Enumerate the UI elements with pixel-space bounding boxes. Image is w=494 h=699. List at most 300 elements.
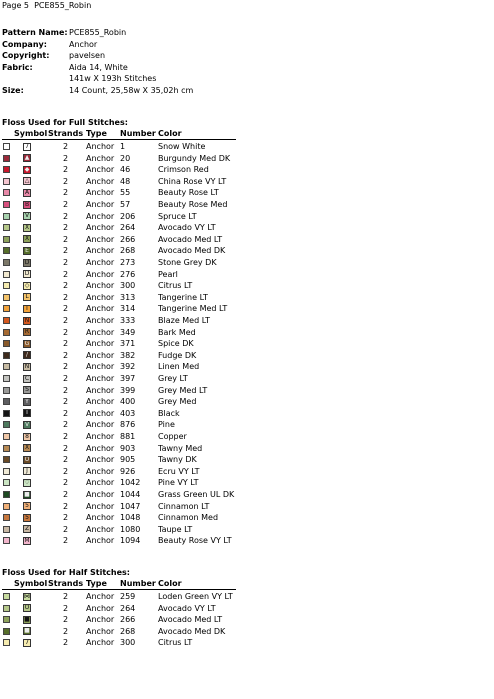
floss-row: [0, 373, 494, 385]
color-swatch: [3, 294, 10, 301]
color-swatch: [3, 259, 10, 266]
type-value: Anchor: [86, 420, 115, 430]
color-name: China Rose VY LT: [158, 176, 227, 186]
strands-value: 2: [63, 350, 69, 360]
color-name: Spice DK: [158, 339, 194, 349]
floss-row: [0, 338, 494, 350]
color-swatch: [3, 155, 10, 162]
stitch-symbol: 5: [23, 502, 31, 510]
color-swatch: [3, 178, 10, 185]
stitch-symbol: ◆: [24, 165, 30, 173]
type-value: Anchor: [86, 385, 115, 395]
stitch-symbol: I: [23, 409, 31, 417]
number-column-header: Number: [120, 129, 156, 138]
floss-row: [0, 408, 494, 420]
color-name: Loden Green VY LT: [158, 592, 233, 601]
type-value: Anchor: [86, 281, 115, 291]
color-name: Cinnamon LT: [158, 501, 210, 511]
floss-row: [0, 385, 494, 397]
color-swatch: [3, 236, 10, 243]
stitch-symbol: 8: [23, 433, 31, 441]
strands-value: 2: [63, 292, 69, 302]
color-swatch: [3, 387, 10, 394]
color-swatch: [3, 271, 10, 278]
stitch-symbol: /: [23, 351, 31, 359]
stitch-symbol: X: [24, 235, 30, 243]
type-value: Anchor: [86, 478, 115, 488]
number-value: 268: [120, 626, 136, 636]
strands-value: 2: [63, 490, 69, 499]
strands-value: 2: [63, 524, 69, 534]
type-value: Anchor: [86, 223, 115, 233]
number-value: 1044: [120, 490, 141, 499]
color-name: Tangerine LT: [158, 292, 208, 302]
header-underline: [2, 589, 236, 590]
strands-value: 2: [63, 200, 69, 209]
color-name: Grass Green UL DK: [158, 490, 235, 499]
color-swatch: [3, 445, 10, 452]
color-name: Spruce LT: [158, 211, 197, 221]
stitch-symbol: J: [23, 467, 31, 475]
strands-value: 2: [63, 455, 69, 465]
color-swatch: [3, 282, 10, 289]
type-value: Anchor: [86, 292, 115, 302]
color-swatch: [3, 526, 10, 533]
color-name: Avocado VY LT: [158, 223, 216, 233]
color-swatch: [3, 537, 10, 544]
color-name: Avocado Med DK: [158, 626, 226, 636]
strands-value: 2: [63, 443, 69, 453]
stitch-symbol: D: [24, 270, 30, 278]
type-value: Anchor: [86, 466, 115, 476]
floss-row: [0, 350, 494, 362]
color-name: Beauty Rose Med: [158, 200, 228, 209]
number-column-header: Number: [120, 579, 156, 588]
color-name: Stone Grey DK: [158, 258, 217, 267]
color-name: Pine VY LT: [158, 478, 199, 488]
color-name: Cinnamon Med: [158, 513, 219, 523]
floss-row: [0, 164, 494, 176]
strands-value: 2: [63, 153, 69, 163]
type-value: Anchor: [86, 615, 115, 625]
stitch-symbol: ■: [24, 627, 30, 635]
floss-row: [0, 603, 494, 615]
stitch-symbol: Y: [23, 398, 31, 406]
floss-row: [0, 591, 494, 603]
strands-value: 2: [63, 176, 69, 186]
info-value: 141w X 193h Stitches: [69, 74, 157, 83]
color-swatch: [3, 605, 10, 612]
strands-value: 2: [63, 339, 69, 349]
type-value: Anchor: [86, 211, 115, 221]
strands-value: 2: [63, 223, 69, 233]
color-name: Copper: [158, 432, 187, 441]
symbol-column-header: Symbol: [14, 129, 48, 138]
strands-value: 2: [63, 385, 69, 395]
floss-row: [0, 303, 494, 315]
floss-row: [0, 234, 494, 246]
stitch-symbol: N: [24, 316, 30, 324]
number-value: 48: [120, 176, 131, 186]
color-column-header: Color: [158, 129, 182, 138]
number-value: 1048: [120, 513, 141, 523]
color-name: Tawny Med: [158, 443, 203, 453]
number-value: 314: [120, 304, 136, 314]
pattern-title: PCE855_Robin: [34, 1, 92, 10]
info-value: PCE855_Robin: [69, 28, 127, 37]
strands-value: 2: [63, 615, 69, 625]
floss-row: [0, 211, 494, 223]
type-value: Anchor: [86, 142, 115, 151]
number-value: 1094: [120, 536, 141, 546]
number-value: 46: [120, 165, 131, 175]
color-swatch: [3, 468, 10, 475]
stitch-symbol: Z: [24, 525, 30, 533]
number-value: 397: [120, 374, 136, 383]
stitch-symbol: 5: [23, 514, 31, 522]
color-swatch: [3, 201, 10, 208]
color-swatch: [3, 593, 10, 600]
color-name: Grey Med: [158, 397, 197, 407]
color-swatch: [3, 340, 10, 347]
floss-row: [0, 431, 494, 443]
stitch-symbol: ♡: [24, 478, 30, 486]
page-header: [2, 1, 91, 10]
floss-row: [0, 245, 494, 257]
stitch-symbol: S: [23, 386, 31, 394]
strands-value: 2: [63, 304, 69, 314]
color-name: Tangerine Med LT: [158, 304, 228, 314]
color-name: Avocado VY LT: [158, 603, 216, 613]
type-column-header: Type: [86, 579, 107, 588]
number-value: 1: [120, 142, 126, 151]
type-value: Anchor: [86, 455, 115, 465]
number-value: 392: [120, 362, 136, 372]
stitch-symbol: 7: [23, 639, 31, 647]
type-value: Anchor: [86, 234, 115, 244]
number-value: 313: [120, 292, 136, 302]
type-value: Anchor: [86, 304, 115, 314]
stitch-symbol: V: [24, 212, 30, 220]
stitch-symbol: ▲: [24, 154, 30, 162]
info-value: pavelsen: [69, 51, 106, 60]
section-title: Floss Used for Full Stitches:: [2, 118, 128, 127]
stitch-symbol: A: [24, 188, 30, 196]
strands-value: 2: [63, 281, 69, 291]
number-value: 300: [120, 281, 136, 291]
color-name: Taupe LT: [158, 524, 193, 534]
type-value: Anchor: [86, 374, 115, 383]
stitch-symbol: C: [24, 374, 30, 382]
strands-value: 2: [63, 142, 69, 151]
stitch-symbol: 7: [23, 143, 31, 151]
floss-row: [0, 176, 494, 188]
floss-row: [0, 419, 494, 431]
floss-row: [0, 222, 494, 234]
number-value: 266: [120, 234, 136, 244]
floss-row: [0, 524, 494, 536]
number-value: 400: [120, 397, 136, 407]
color-swatch: [3, 247, 10, 254]
strands-value: 2: [63, 211, 69, 221]
color-name: Ecru VY LT: [158, 466, 200, 476]
strands-value: 2: [63, 269, 69, 279]
color-name: Linen Med: [158, 362, 200, 372]
type-value: Anchor: [86, 490, 115, 499]
color-name: Black: [158, 408, 180, 418]
type-value: Anchor: [86, 350, 115, 360]
type-value: Anchor: [86, 592, 115, 601]
stitch-symbol: E: [23, 247, 31, 255]
color-swatch: [3, 317, 10, 324]
number-value: 903: [120, 443, 136, 453]
stitch-symbol: L: [23, 293, 31, 301]
color-name: Burgundy Med DK: [158, 153, 231, 163]
strands-column-header: Strands: [48, 129, 84, 138]
symbol-column-header: Symbol: [14, 579, 48, 588]
type-value: Anchor: [86, 501, 115, 511]
floss-row: [0, 187, 494, 199]
floss-row: [0, 477, 494, 489]
floss-row: [0, 512, 494, 524]
color-swatch: [3, 456, 10, 463]
color-name: Grey Med LT: [158, 385, 208, 395]
stitch-symbol: ■: [24, 490, 30, 498]
number-value: 273: [120, 258, 136, 267]
number-value: 371: [120, 339, 136, 349]
color-swatch: [3, 398, 10, 405]
number-value: 382: [120, 350, 136, 360]
type-value: Anchor: [86, 397, 115, 407]
stitch-symbol: ◇: [24, 281, 30, 289]
strands-value: 2: [63, 258, 69, 267]
info-value: Anchor: [69, 39, 98, 49]
section-title: Floss Used for Half Stitches:: [2, 568, 130, 577]
number-value: 268: [120, 246, 136, 256]
type-value: Anchor: [86, 536, 115, 546]
number-value: 206: [120, 211, 136, 221]
type-value: Anchor: [86, 443, 115, 453]
color-name: Crimson Red: [158, 165, 209, 175]
color-swatch: [3, 410, 10, 417]
type-value: Anchor: [86, 176, 115, 186]
number-value: 399: [120, 385, 136, 395]
stitch-symbol: G: [24, 339, 30, 347]
color-swatch: [3, 352, 10, 359]
floss-row: [0, 454, 494, 466]
type-value: Anchor: [86, 362, 115, 372]
color-name: Citrus LT: [158, 638, 193, 648]
info-label: Size:: [2, 85, 24, 95]
type-value: Anchor: [86, 269, 115, 279]
type-value: Anchor: [86, 246, 115, 256]
color-swatch: [3, 213, 10, 220]
floss-row: [0, 626, 494, 638]
color-swatch: [3, 639, 10, 646]
stitch-symbol: V: [24, 420, 30, 428]
stitch-symbol: △: [24, 177, 30, 185]
type-value: Anchor: [86, 603, 115, 613]
type-value: Anchor: [86, 626, 115, 636]
strands-value: 2: [63, 316, 69, 325]
color-name: Pearl: [158, 269, 178, 279]
number-value: 926: [120, 466, 136, 476]
type-value: Anchor: [86, 524, 115, 534]
strands-value: 2: [63, 638, 69, 648]
color-column-header: Color: [158, 579, 182, 588]
strands-value: 2: [63, 374, 69, 383]
color-swatch: [3, 363, 10, 370]
number-value: 1042: [120, 478, 141, 488]
floss-row: [0, 199, 494, 211]
number-value: 20: [120, 153, 131, 163]
strands-value: 2: [63, 234, 69, 244]
color-name: Avocado Med LT: [158, 615, 223, 625]
strands-column-header: Strands: [48, 579, 84, 588]
strands-value: 2: [63, 603, 69, 613]
color-swatch: [3, 491, 10, 498]
stitch-symbol: M: [24, 536, 30, 544]
color-swatch: [3, 224, 10, 231]
color-swatch: [3, 503, 10, 510]
strands-value: 2: [63, 626, 69, 636]
info-label: Company:: [2, 39, 47, 49]
color-name: Fudge DK: [158, 350, 197, 360]
number-value: 905: [120, 455, 136, 465]
info-value: Aida 14, White: [69, 62, 128, 72]
stitch-symbol: O: [24, 604, 30, 612]
stitch-symbol: X: [24, 223, 30, 231]
color-swatch: [3, 616, 10, 623]
floss-row: [0, 501, 494, 513]
info-value: 14 Count, 25,58w X 35,02h cm: [69, 85, 194, 95]
stitch-symbol: O: [24, 455, 30, 463]
color-swatch: [3, 421, 10, 428]
strands-value: 2: [63, 536, 69, 546]
type-value: Anchor: [86, 188, 115, 198]
color-swatch: [3, 305, 10, 312]
type-value: Anchor: [86, 153, 115, 163]
number-value: 403: [120, 408, 136, 418]
type-value: Anchor: [86, 408, 115, 418]
color-swatch: [3, 628, 10, 635]
floss-row: [0, 396, 494, 408]
number-value: 881: [120, 432, 136, 441]
type-value: Anchor: [86, 339, 115, 349]
strands-value: 2: [63, 478, 69, 488]
color-swatch: [3, 479, 10, 486]
floss-row: [0, 443, 494, 455]
floss-row: [0, 637, 494, 649]
strands-value: 2: [63, 165, 69, 175]
color-name: Snow White: [158, 142, 206, 151]
floss-row: [0, 535, 494, 547]
color-swatch: [3, 375, 10, 382]
stitch-symbol: B: [24, 200, 30, 208]
color-swatch: [3, 433, 10, 440]
color-swatch: [3, 329, 10, 336]
strands-value: 2: [63, 188, 69, 198]
strands-value: 2: [63, 397, 69, 407]
strands-value: 2: [63, 362, 69, 372]
strands-value: 2: [63, 420, 69, 430]
number-value: 1047: [120, 501, 141, 511]
number-value: 300: [120, 638, 136, 648]
stitch-symbol: R: [24, 328, 30, 336]
number-value: 55: [120, 188, 131, 198]
color-swatch: [3, 143, 10, 150]
number-value: 276: [120, 269, 136, 279]
type-value: Anchor: [86, 316, 115, 325]
number-value: 266: [120, 615, 136, 625]
strands-value: 2: [63, 246, 69, 256]
number-value: 333: [120, 316, 136, 325]
stitch-symbol: N: [24, 362, 30, 370]
page-label: Page 5: [2, 1, 29, 10]
number-value: 259: [120, 592, 136, 601]
strands-value: 2: [63, 592, 69, 601]
number-value: 264: [120, 223, 136, 233]
strands-value: 2: [63, 327, 69, 337]
floss-row: [0, 489, 494, 501]
strands-value: 2: [63, 501, 69, 511]
floss-row: [0, 141, 494, 153]
number-value: 349: [120, 327, 136, 337]
floss-row: [0, 153, 494, 165]
type-value: Anchor: [86, 258, 115, 267]
type-value: Anchor: [86, 327, 115, 337]
color-name: Avocado Med DK: [158, 246, 226, 256]
floss-row: [0, 466, 494, 478]
color-name: Avocado Med LT: [158, 234, 223, 244]
floss-row: [0, 614, 494, 626]
type-value: Anchor: [86, 200, 115, 209]
strands-value: 2: [63, 466, 69, 476]
color-name: Citrus LT: [158, 281, 193, 291]
strands-value: 2: [63, 513, 69, 523]
stitch-symbol: ⋈: [24, 592, 30, 600]
color-swatch: [3, 514, 10, 521]
color-name: Beauty Rose LT: [158, 188, 219, 198]
color-name: Pine: [158, 420, 175, 430]
floss-row: [0, 327, 494, 339]
color-swatch: [3, 166, 10, 173]
floss-row: [0, 269, 494, 281]
floss-row: [0, 292, 494, 304]
stitch-symbol: X: [24, 444, 30, 452]
number-value: 1080: [120, 524, 141, 534]
info-label: Fabric:: [2, 62, 33, 72]
strands-value: 2: [63, 432, 69, 441]
strands-value: 2: [63, 408, 69, 418]
stitch-symbol: T: [23, 305, 31, 313]
color-name: Tawny DK: [158, 455, 197, 465]
color-swatch: [3, 189, 10, 196]
stitch-symbol: D: [24, 258, 30, 266]
color-name: Grey LT: [158, 374, 188, 383]
number-value: 264: [120, 603, 136, 613]
type-value: Anchor: [86, 432, 115, 441]
floss-row: [0, 315, 494, 327]
number-value: 876: [120, 420, 136, 430]
stitch-symbol: ■: [24, 615, 30, 623]
number-value: 57: [120, 200, 131, 209]
type-value: Anchor: [86, 165, 115, 175]
floss-row: [0, 257, 494, 269]
type-column-header: Type: [86, 129, 107, 138]
header-underline: [2, 139, 236, 140]
type-value: Anchor: [86, 513, 115, 523]
